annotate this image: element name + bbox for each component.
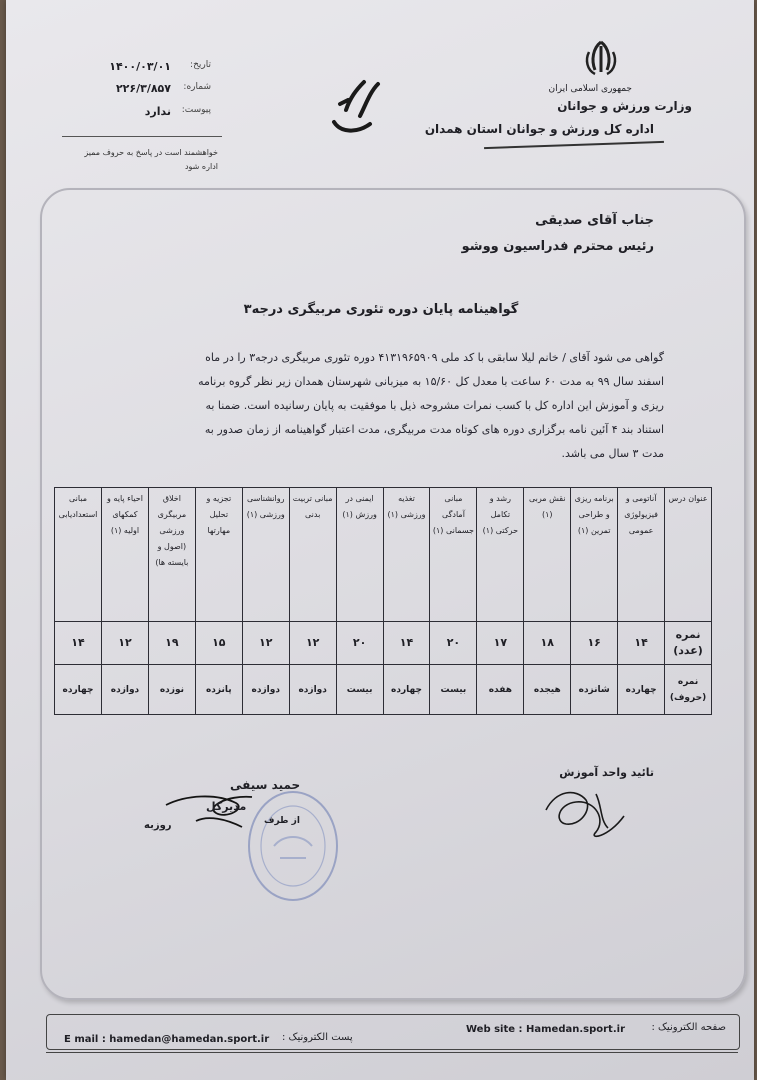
course-name: برنامه ریزی و طراحی تمرین (۱) [571,488,618,622]
note-divider [62,136,222,137]
office-underline [484,141,664,149]
course-score-words: بیست [336,665,383,715]
letter-sheet [6,0,754,1080]
body-line: اسفند سال ۹۹ به مدت ۶۰ ساعت با معدل کل ۱۵/۶۰ به میزبانی شهرستان همدان زیر نظر گروه برنامه [198,375,664,388]
course-score: ۱۲ [102,621,149,664]
row-label-score: نمره (عدد) [665,621,712,664]
office-name: اداره کل ورزش و جوانان استان همدان [424,122,654,136]
course-score: ۱۴ [55,621,102,664]
website-label: صفحه الکترونیک : [651,1022,726,1033]
course-score: ۱۴ [618,621,665,664]
course-score-words: دوازده [102,665,149,715]
republic-label: جمهوری اسلامی ایران [548,84,632,94]
course-score-words: چهارده [55,665,102,715]
tabale-calligraphy [326,70,386,140]
reply-note: خواهشمند است در پاسخ به حروف ممیز اداره شود [84,148,218,171]
body-line: استناد بند ۴ آئین نامه برگزاری دوره های کوتاه مدت مربیگری، مدت اعتبار گواهینامه از زمان صدور به [204,423,664,436]
signer-title: مدیرکل [206,800,247,813]
body-line: ریزی و آموزش این اداره کل با کسب نمرات مشروحه ذیل با موفقیت به پایان رسانیده است. ضمنا به [205,399,664,412]
table-row [55,621,712,664]
grades-table [54,487,712,715]
attachment-label: پیوست: [181,105,211,115]
course-name: مبانی استعدادیابی [55,488,102,622]
number-label: شماره: [183,82,211,92]
on-behalf-label: از طرف [264,816,300,826]
course-name: تجزیه و تحلیل مهارتها [195,488,242,622]
course-name: روانشناسی ورزشی (۱) [242,488,289,622]
email-link[interactable]: E mail : hamedan@hamedan.sport.ir [64,1034,270,1045]
tabale-text: تبعه تعالی [356,138,361,139]
course-score-words: بیست [430,665,477,715]
certificate-body [114,346,664,466]
addressee-block [462,208,654,260]
date-label: تاریخ: [190,60,211,70]
course-score: ۱۵ [195,621,242,664]
course-score-words: هفده [477,665,524,715]
signer-name: حمید سیفی [230,778,301,792]
course-score-words: دوازده [242,665,289,715]
number-value: ۲۲۶/۳/۸۵۷ [115,82,171,95]
course-name: اخلاق مربیگری ورزشی (اصول و بایسته ها) [148,488,195,622]
addressee-title: رئیس محترم فدراسیون ووشو [461,239,654,254]
attachment-field [66,105,211,123]
course-score: ۱۴ [383,621,430,664]
email-label: پست الکترونیک : [282,1032,353,1043]
course-name: مبانی آمادگی جسمانی (۱) [430,488,477,622]
table-row [55,665,712,715]
course-score: ۲۰ [336,621,383,664]
course-score-words: پانزده [195,665,242,715]
row-label-words: نمره (حروف) [665,665,712,715]
course-score: ۱۲ [242,621,289,664]
course-name: احیاء پایه و کمکهای اولیه (۱) [102,488,149,622]
body-line: مدت ۳ سال می باشد. [561,447,664,460]
course-score: ۲۰ [430,621,477,664]
attachment-value: ندارد [144,105,171,118]
footer-line [46,1052,738,1053]
website-link[interactable]: Web site : Hamedan.sport.ir [466,1024,625,1035]
row-label-course: عنوان درس [665,488,712,622]
approval-label: تائید واحد آموزش [559,766,654,779]
addressee-name: جناب آقای صدیقی [535,213,654,228]
signature-icon [536,780,636,845]
course-score: ۱۹ [148,621,195,664]
course-score-words: شانزده [571,665,618,715]
course-name: ایمنی در ورزش (۱) [336,488,383,622]
course-score: ۱۲ [289,621,336,664]
course-name: تغذیه ورزشی (۱) [383,488,430,622]
date-field [66,60,211,78]
course-score-words: دوازده [289,665,336,715]
ministry-name: وزارت ورزش و جوانان [557,99,692,113]
body-line: گواهی می شود آقای / خانم لیلا سابقی با کد ملی ۴۱۳۱۹۶۵۹۰۹ دوره تئوری مربیگری درجه۳ را در ماه [205,351,664,364]
course-name: رشد و تکامل حرکتی (۱) [477,488,524,622]
course-score: ۱۸ [524,621,571,664]
course-name: مبانی تربیت بدنی [289,488,336,622]
course-score-words: چهارده [383,665,430,715]
course-score-words: هیجده [524,665,571,715]
course-name: آناتومی و فیزیولوژی عمومی [618,488,665,622]
table-row [55,488,712,622]
course-score: ۱۶ [571,621,618,664]
course-score-words: نوزده [148,665,195,715]
certificate-title: گواهینامه پایان دوره تئوری مربیگری درجه۳ [243,302,519,317]
course-score: ۱۷ [477,621,524,664]
course-name: نقش مربی (۱) [524,488,571,622]
course-score-words: چهارده [618,665,665,715]
date-value: ۱۴۰۰/۰۳/۰۱ [109,60,171,73]
cc-name: روزبه [144,820,172,831]
iran-emblem-icon [581,38,621,80]
number-field [66,82,211,100]
